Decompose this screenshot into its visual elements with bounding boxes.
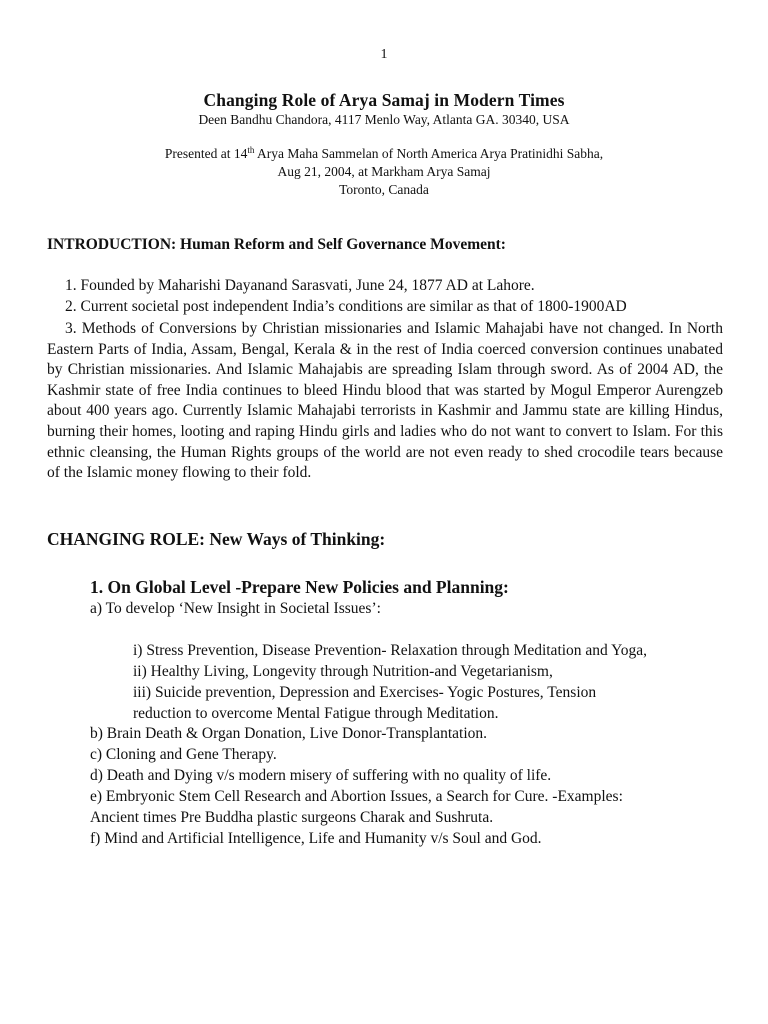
presented-prefix: Presented at 14 bbox=[164, 146, 248, 161]
intro-point-1: 1. Founded by Maharishi Dayanand Sarasvati, June 24, 1877 AD at Lahore. bbox=[65, 277, 535, 294]
global-item-f: f) Mind and Artificial Intelligence, Life and Humanity v/s Soul and God. bbox=[90, 830, 542, 847]
presented-suffix: Arya Maha Sammelan of North America Arya Pratinidhi Sabha, bbox=[254, 146, 604, 161]
insight-item-2: ii) Healthy Living, Longevity through Nutrition-and Vegetarianism, bbox=[133, 663, 553, 680]
intro-point-3: 3. Methods of Conversions by Christian missionaries and Islamic Mahajabi have not changed. In North Eastern Parts of India, Assam, Bengal, Kerala & in the rest of India coerced conversion continues unabated by Christian missionaries. And Islamic Mahajabis are spreading Islam through sword. As of 2004 AD, the Kashmir state of free India continues to bleed Hindu blood that was started by Mogul Emperor Aurengzeb about 400 years ago. Currently Islamic Mahajabi terrorists in Kashmir and Jammu state are killing Hindus, burning their homes, looting and raping Hindu girls and ladies who do not want to convert to Islam. For this ethnic cleansing, the Human Rights groups of the world are not even ready to shed crocodile tears because of the Islamic money flowing to their fold. bbox=[47, 320, 723, 482]
presented-line-3: Toronto, Canada bbox=[339, 182, 429, 197]
insight-item-3-continued: reduction to overcome Mental Fatigue through Meditation. bbox=[133, 705, 499, 722]
global-item-e-continued: Ancient times Pre Buddha plastic surgeons Charak and Sushruta. bbox=[90, 809, 494, 826]
global-item-c: c) Cloning and Gene Therapy. bbox=[90, 746, 277, 763]
page-number: 1 bbox=[380, 47, 388, 62]
presented-superscript: th bbox=[247, 145, 255, 155]
changing-role-heading: CHANGING ROLE: New Ways of Thinking: bbox=[47, 529, 386, 549]
insight-item-1: i) Stress Prevention, Disease Prevention- Relaxation through Meditation and Yoga, bbox=[133, 642, 648, 659]
presented-line-2: Aug 21, 2004, at Markham Arya Samaj bbox=[277, 164, 491, 179]
author-line: Deen Bandhu Chandora, 4117 Menlo Way, Atlanta GA. 30340, USA bbox=[198, 112, 570, 127]
global-level-heading: 1. On Global Level -Prepare New Policies and Planning: bbox=[90, 577, 509, 597]
global-item-a: a) To develop ‘New Insight in Societal Issues’: bbox=[90, 600, 381, 617]
presented-line-1 bbox=[0, 146, 768, 162]
insight-item-3: iii) Suicide prevention, Depression and Exercises- Yogic Postures, Tension bbox=[133, 684, 597, 701]
intro-heading: INTRODUCTION: Human Reform and Self Governance Movement: bbox=[47, 236, 506, 253]
global-item-e: e) Embryonic Stem Cell Research and Abortion Issues, a Search for Cure. -Examples: bbox=[90, 788, 623, 805]
intro-point-2: 2. Current societal post independent India’s conditions are similar as that of 1800-1900AD bbox=[65, 298, 627, 315]
global-item-d: d) Death and Dying v/s modern misery of suffering with no quality of life. bbox=[90, 767, 552, 784]
global-item-b: b) Brain Death & Organ Donation, Live Donor-Transplantation. bbox=[90, 725, 488, 742]
document-title: Changing Role of Arya Samaj in Modern Times bbox=[203, 90, 565, 110]
